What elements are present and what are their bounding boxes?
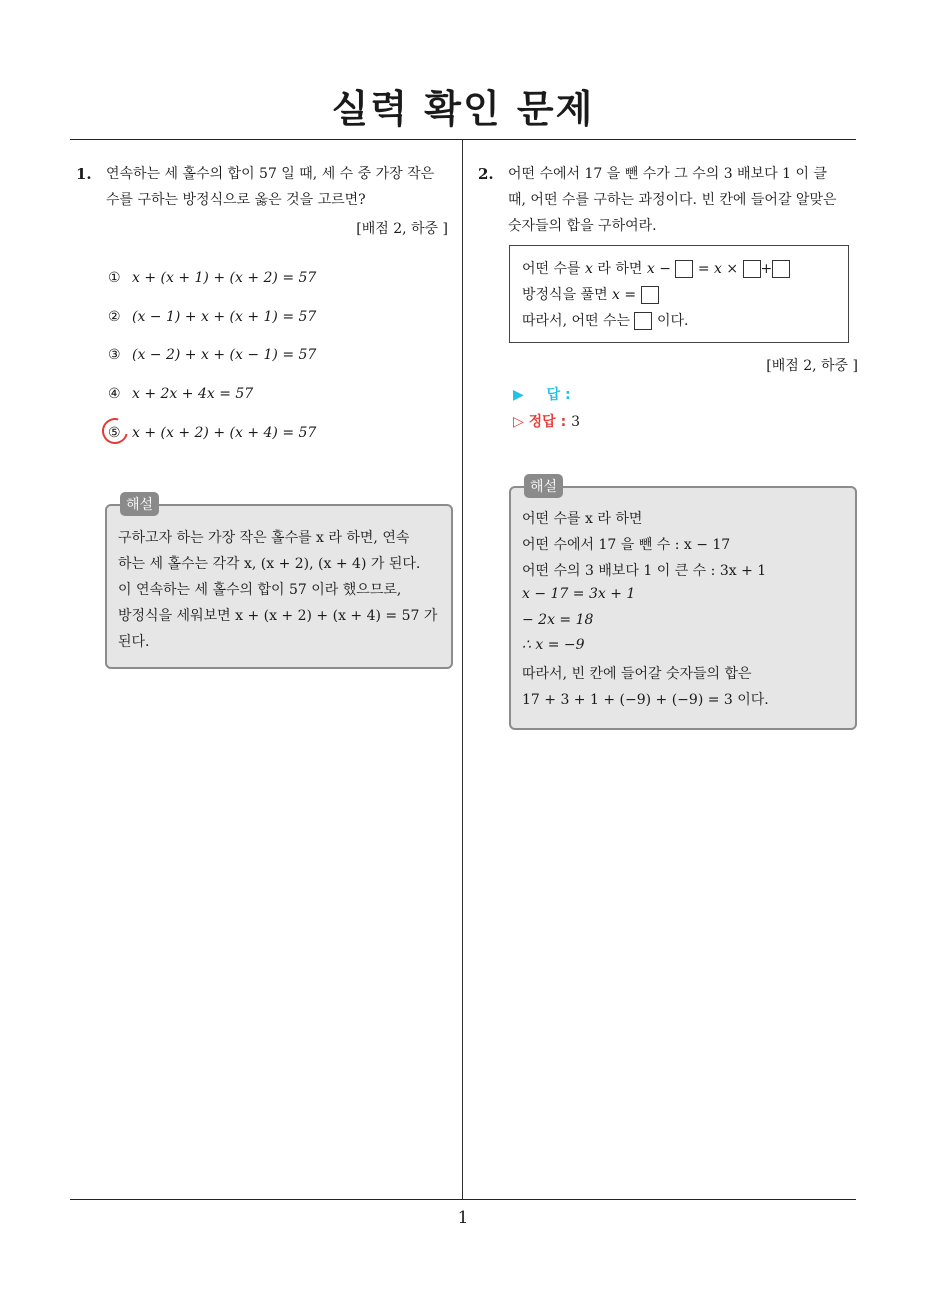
question-2-solution-line-3: 어떤 수의 3 배보다 1 이 큰 수 : 3x + 1 — [522, 563, 767, 579]
correct-label: 정답 : — [528, 414, 567, 430]
blank-4[interactable] — [641, 286, 659, 304]
choice-4-number: ④ — [108, 386, 121, 402]
choice-3-expression: (x − 2) + x + (x − 1) = 57 — [132, 347, 317, 363]
blank-3[interactable] — [772, 260, 790, 278]
question-1-line-2: 수를 구하는 방정식으로 옳은 것을 고르면? — [106, 192, 366, 208]
process-line-1-text-a: 어떤 수를 — [522, 261, 585, 277]
question-1-meta: [배점 2, 하중 ] — [356, 221, 448, 237]
process-line-2-expr: x = — [612, 287, 637, 303]
process-line-3-text-b: 이다. — [656, 313, 689, 329]
choice-1[interactable] — [108, 268, 316, 288]
question-2-solution-line-2: 어떤 수에서 17 을 뺀 수 : x − 17 — [522, 537, 731, 553]
choice-2-expression: (x − 1) + x + (x + 1) = 57 — [132, 309, 317, 325]
question-1-solution-line-4: 방정식을 세워보면 x + (x + 2) + (x + 4) = 57 가 — [118, 608, 438, 624]
answer-row — [513, 384, 571, 404]
process-line-1-var: x — [585, 261, 593, 277]
question-1-text — [106, 161, 458, 213]
blank-1[interactable] — [675, 260, 693, 278]
choice-5[interactable] — [108, 423, 316, 443]
choice-1-expression: x + (x + 1) + (x + 2) = 57 — [132, 270, 317, 286]
process-line-3-text-a: 따라서, 어떤 수는 — [522, 313, 631, 329]
question-1-solution-line-2: 하는 세 홀수는 각각 x, (x + 2), (x + 4) 가 된다. — [118, 556, 421, 572]
choice-3-number: ③ — [108, 347, 121, 363]
correct-answer-row — [513, 411, 580, 431]
choice-3[interactable] — [108, 345, 316, 365]
process-line-2-text: 방정식을 풀면 — [522, 287, 613, 303]
question-2-line-2: 때, 어떤 수를 구하는 과정이다. 빈 칸에 들어갈 알맞은 — [508, 192, 837, 208]
question-1-number: 1. — [76, 165, 92, 183]
question-2-line-1: 어떤 수에서 17 을 뺀 수가 그 수의 3 배보다 1 이 클 — [508, 166, 827, 182]
answer-arrow-icon: ▶ — [513, 387, 524, 403]
page-number: 1 — [457, 1208, 469, 1228]
process-line-2 — [522, 284, 659, 304]
question-2-solution-line-4: x − 17 = 3x + 1 — [522, 586, 636, 602]
process-line-1 — [522, 258, 790, 278]
selected-answer-circle-icon — [97, 413, 133, 449]
question-1-solution-line-1: 구하고자 하는 가장 작은 홀수를 x 라 하면, 연속 — [118, 530, 410, 546]
correct-arrow-icon: ▷ — [513, 414, 524, 430]
page-title: 실력 확인 문제 — [331, 87, 595, 131]
question-2-line-3: 숫자들의 합을 구하여라. — [508, 218, 657, 234]
question-2-number: 2. — [478, 165, 494, 183]
footer-divider — [70, 1199, 856, 1200]
process-line-1-text-b: 라 하면 — [592, 261, 647, 277]
blank-5[interactable] — [634, 312, 652, 330]
question-2-solution-line-5: − 2x = 18 — [522, 612, 594, 628]
blank-2[interactable] — [743, 260, 761, 278]
question-2-solution-line-1: 어떤 수를 x 라 하면 — [522, 511, 643, 527]
choice-1-number: ① — [108, 270, 121, 286]
choice-5-expression: x + (x + 2) + (x + 4) = 57 — [132, 425, 317, 441]
question-1-solution-tag: 해설 — [120, 492, 159, 516]
choice-2[interactable] — [108, 307, 316, 327]
answer-label: 답 : — [546, 387, 571, 403]
question-1-line-1: 연속하는 세 홀수의 합이 57 일 때, 세 수 중 가장 작은 — [106, 166, 435, 182]
choice-4[interactable] — [108, 384, 253, 404]
correct-value: 3 — [571, 414, 580, 430]
question-1-solution-line-3: 이 연속하는 세 홀수의 합이 57 이라 했으므로, — [118, 582, 402, 598]
process-line-1-expr-a: x − — [646, 261, 671, 277]
choice-5-number: ⑤ — [108, 425, 121, 441]
column-divider — [462, 140, 463, 1200]
question-1-solution-line-5: 된다. — [118, 634, 150, 650]
question-2-solution-tag: 해설 — [524, 474, 563, 498]
process-line-1-plus: + — [760, 261, 773, 277]
choice-2-number: ② — [108, 309, 121, 325]
process-line-1-expr-b: = x × — [697, 261, 739, 277]
header-divider — [70, 139, 856, 140]
question-2-solution-line-8: 17 + 3 + 1 + (−9) + (−9) = 3 이다. — [522, 692, 769, 708]
question-2-text — [508, 161, 860, 239]
question-2-solution-line-7: 따라서, 빈 칸에 들어갈 숫자들의 합은 — [522, 666, 752, 682]
process-line-3 — [522, 310, 688, 330]
question-2-meta: [배점 2, 하중 ] — [766, 358, 858, 374]
choice-4-expression: x + 2x + 4x = 57 — [132, 386, 254, 402]
question-2-solution-line-6: ∴ x = −9 — [522, 637, 585, 653]
question-2-process-box — [509, 245, 849, 343]
